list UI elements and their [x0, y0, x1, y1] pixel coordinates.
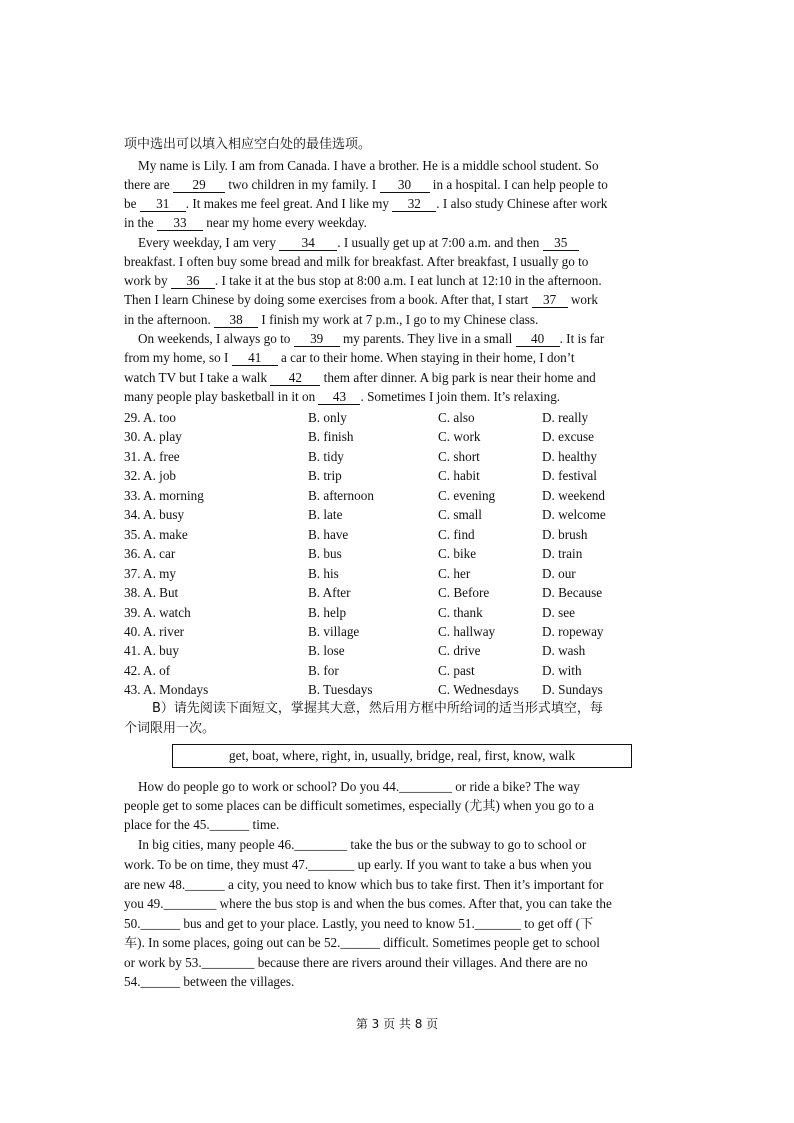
option-row [0, 680, 794, 699]
option-row [0, 583, 794, 602]
option-a[interactable]: 31. A. free [124, 448, 180, 464]
option-b[interactable]: B. lose [308, 643, 345, 659]
passage-b-line: you 49.________ where the bus stop is and when the bus comes. After that, you can take the [124, 896, 612, 911]
option-a[interactable]: 40. A. river [124, 623, 185, 639]
option-a[interactable]: 30. A. play [124, 429, 182, 445]
option-b[interactable]: B. his [308, 565, 339, 581]
passage-line: On weekends, I always go to 39 my parents. They live in a small 40 . It is far [138, 331, 605, 346]
passage-line: Then I learn Chinese by doing some exercises from a book. After that, I start 37 work [124, 292, 599, 307]
option-b[interactable]: B. help [308, 604, 347, 620]
option-c[interactable]: C. her [438, 565, 471, 581]
blank-43[interactable]: 43 [318, 389, 360, 405]
option-c[interactable]: C. drive [438, 643, 481, 659]
passage-b-line: 50.______ bus and get to your place. Lastly, you need to know 51._______ to get off (下 [124, 916, 594, 931]
option-a[interactable]: 36. A. car [124, 546, 176, 562]
option-row [0, 603, 794, 622]
instruction-text: 项中选出可以填入相应空白处的最佳选项。 [124, 137, 372, 152]
option-row [0, 447, 794, 466]
option-d[interactable]: D. weekend [542, 487, 605, 503]
option-b[interactable]: B. have [308, 526, 349, 542]
option-d[interactable]: D. excuse [542, 429, 594, 445]
option-d[interactable]: D. festival [542, 468, 597, 484]
option-b[interactable]: B. finish [308, 429, 354, 445]
option-d[interactable]: D. Because [542, 585, 603, 601]
passage-b-line: In big cities, many people 46.________ take the bus or the subway to go to school or [138, 837, 587, 852]
blank-32[interactable]: 32 [392, 196, 436, 212]
blank-35[interactable]: 35 [543, 235, 579, 251]
option-c[interactable]: C. Before [438, 585, 490, 601]
option-row [0, 486, 794, 505]
option-c[interactable]: C. thank [438, 604, 483, 620]
passage-b-line: 54.______ between the villages. [124, 974, 295, 989]
option-b[interactable]: B. After [308, 585, 351, 601]
option-a[interactable]: 37. A. my [124, 565, 177, 581]
passage-line: in the 33 near my home every weekday. [124, 215, 367, 230]
option-d[interactable]: D. welcome [542, 507, 606, 523]
option-a[interactable]: 38. A. But [124, 585, 179, 601]
passage-line: Every weekday, I am very 34 . I usually get up at 7:00 a.m. and then 35 [138, 234, 579, 252]
option-a[interactable]: 29. A. too [124, 410, 177, 425]
passage-line: be 31 . It makes me feel great. And I like my 32 . I also study Chinese after work [124, 196, 608, 211]
option-row [0, 427, 794, 446]
blank-40[interactable]: 40 [516, 331, 560, 347]
option-c[interactable]: C. bike [438, 546, 477, 562]
option-b[interactable]: B. bus [308, 546, 342, 562]
option-c[interactable]: C. also [438, 410, 475, 425]
option-d[interactable]: D. brush [542, 526, 588, 542]
passage-line: watch TV but I take a walk 42 them after dinner. A big park is near their home and [124, 370, 596, 385]
section-b-instruction: 个词限用一次。 [124, 721, 216, 736]
option-d[interactable]: D. train [542, 546, 583, 562]
blank-33[interactable]: 33 [157, 215, 203, 231]
blank-30[interactable]: 30 [380, 177, 430, 193]
option-a[interactable]: 34. A. busy [124, 507, 185, 523]
option-b[interactable]: B. only [308, 410, 347, 425]
blank-38[interactable]: 38 [214, 312, 258, 328]
passage-line: in the afternoon. 38 I finish my work at 7 p.m., I go to my Chinese class. [124, 312, 539, 327]
option-b[interactable]: B. Tuesdays [308, 682, 373, 698]
page-footer: 第 3 页 共 8 页 [355, 1017, 439, 1031]
blank-37[interactable]: 37 [532, 292, 568, 308]
option-a[interactable]: 33. A. morning [124, 487, 204, 503]
blank-36[interactable]: 36 [171, 273, 215, 289]
passage-b-line: 车). In some places, going out can be 52.______ difficult. Sometimes people get to school [124, 935, 600, 950]
passage-line: from my home, so I 41 a car to their home. When staying in their home, I don’t [124, 350, 575, 365]
option-b[interactable]: B. afternoon [308, 487, 374, 503]
option-d[interactable]: D. really [542, 410, 589, 425]
option-b[interactable]: B. village [308, 623, 360, 639]
blank-34[interactable]: 34 [279, 235, 337, 251]
option-row [0, 505, 794, 524]
option-c[interactable]: C. hallway [438, 623, 496, 639]
option-c[interactable]: C. small [438, 507, 482, 523]
option-d[interactable]: D. healthy [542, 448, 597, 464]
option-d[interactable]: D. wash [542, 643, 586, 659]
option-a[interactable]: 32. A. job [124, 468, 177, 484]
option-b[interactable]: B. late [308, 507, 343, 523]
option-row [0, 544, 794, 563]
option-d[interactable]: D. ropeway [542, 623, 604, 639]
passage-b-line: How do people go to work or school? Do you 44.________ or ride a bike? The way [138, 779, 580, 794]
option-row [0, 525, 794, 544]
passage-b-line: are new 48.______ a city, you need to know which bus to take first. Then it’s important for [124, 877, 604, 892]
option-a[interactable]: 41. A. buy [124, 643, 179, 659]
passage-line: breakfast. I often buy some bread and milk for breakfast. After breakfast, I usually go to [124, 254, 589, 269]
option-c[interactable]: C. Wednesdays [438, 682, 519, 698]
option-c[interactable]: C. habit [438, 468, 480, 484]
option-row [0, 622, 794, 641]
passage-b-line: or work by 53.________ because there are rivers around their villages. And there are no [124, 955, 588, 970]
option-a[interactable]: 42. A. of [124, 662, 171, 678]
word-box: get, boat, where, right, in, usually, bridge, real, first, know, walk [172, 744, 632, 768]
option-d[interactable]: D. Sundays [542, 682, 603, 698]
option-b[interactable]: B. trip [308, 468, 342, 484]
option-b[interactable]: B. for [308, 662, 339, 678]
blank-29[interactable]: 29 [173, 177, 225, 193]
section-b-instruction: B）请先阅读下面短文，掌握其大意，然后用方框中所给词的适当形式填空，每 [152, 701, 603, 716]
option-row [0, 564, 794, 583]
option-row [0, 641, 794, 660]
blank-41[interactable]: 41 [232, 350, 278, 366]
blank-39[interactable]: 39 [294, 331, 340, 347]
option-row [0, 408, 794, 427]
option-row [0, 466, 794, 485]
option-c[interactable]: C. short [438, 448, 480, 464]
option-c[interactable]: C. past [438, 662, 475, 678]
blank-31[interactable]: 31 [140, 196, 186, 212]
passage-line: work by 36 . I take it at the bus stop at 8:00 a.m. I eat lunch at 12:10 in the afternoon. [124, 273, 602, 288]
blank-42[interactable]: 42 [270, 370, 320, 386]
passage-line: there are 29 two children in my family. I 30 in a hospital. I can help people to [124, 177, 608, 192]
option-b[interactable]: B. tidy [308, 448, 344, 464]
option-a[interactable]: 43. A. Mondays [124, 682, 209, 698]
passage-b-line: people get to some places can be difficult sometimes, especially (尤其) when you go to a [124, 798, 594, 813]
option-c[interactable]: C. find [438, 526, 475, 542]
passage-b-line: work. To be on time, they must 47._______ up early. If you want to take a bus when you [124, 857, 592, 872]
option-d[interactable]: D. our [542, 565, 576, 581]
option-a[interactable]: 39. A. watch [124, 604, 191, 620]
option-d[interactable]: D. see [542, 604, 575, 620]
option-row [0, 661, 794, 680]
option-a[interactable]: 35. A. make [124, 526, 188, 542]
passage-b-line: place for the 45.______ time. [124, 817, 280, 832]
option-d[interactable]: D. with [542, 662, 582, 678]
option-c[interactable]: C. evening [438, 487, 496, 503]
option-c[interactable]: C. work [438, 429, 481, 445]
passage-line: many people play basketball in it on 43 . Sometimes I join them. It’s relaxing. [124, 389, 561, 404]
passage-line: My name is Lily. I am from Canada. I have a brother. He is a middle school student. So [138, 158, 599, 173]
